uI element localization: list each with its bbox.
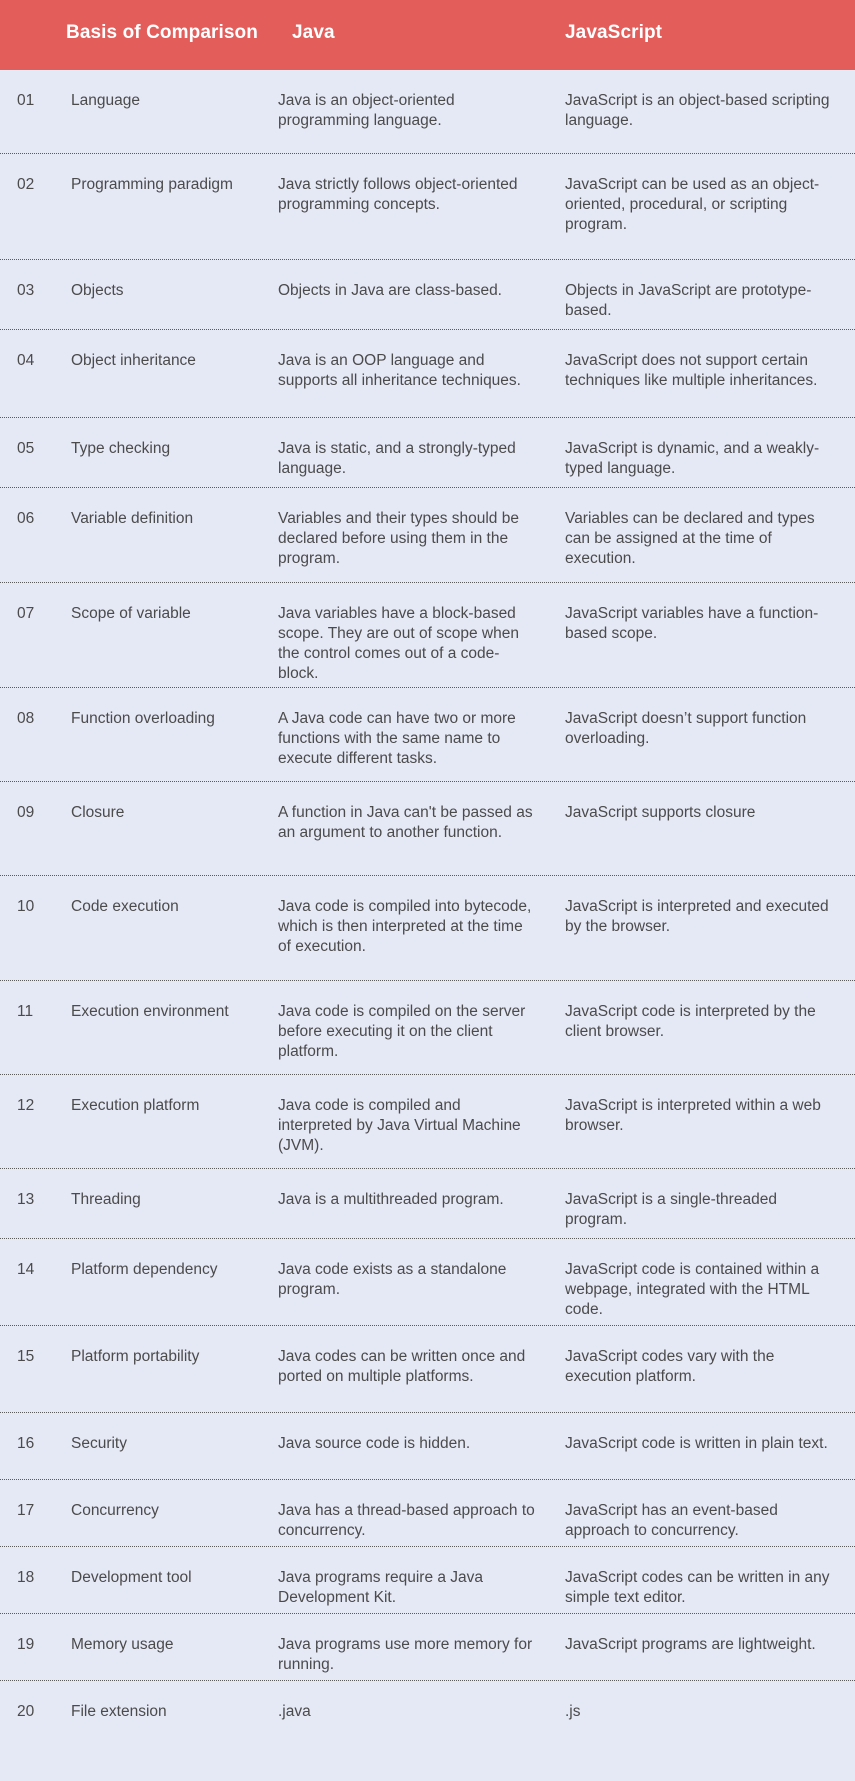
row-java: Java code is compiled into bytecode, which is then interpreted at the time of execution. xyxy=(278,898,532,955)
table-row xyxy=(0,782,855,876)
row-java: Java code is compiled and interpreted by Java Virtual Machine (JVM). xyxy=(278,1097,521,1154)
row-javascript: JavaScript code is written in plain text. xyxy=(565,1435,828,1452)
row-javascript: Objects in JavaScript are prototype-based. xyxy=(565,282,812,319)
row-basis: Function overloading xyxy=(71,710,215,727)
table-row xyxy=(0,583,855,688)
row-java: Java is an object-oriented programming language. xyxy=(278,92,455,129)
row-javascript: JavaScript code is contained within a webpage, integrated with the HTML code. xyxy=(565,1261,820,1318)
header-basis: Basis of Comparison xyxy=(66,22,258,43)
row-java: Variables and their types should be declared before using them in the program. xyxy=(278,510,519,567)
row-number: 04 xyxy=(17,352,35,369)
row-javascript: JavaScript is an object-based scripting language. xyxy=(565,92,830,129)
table-row xyxy=(0,1326,855,1413)
table-row xyxy=(0,260,855,330)
table-row xyxy=(0,1413,855,1480)
row-basis: Execution environment xyxy=(71,1003,229,1020)
row-javascript: JavaScript code is interpreted by the client browser. xyxy=(565,1003,816,1040)
table-row xyxy=(0,981,855,1075)
row-java: Java code is compiled on the server before executing it on the client platform. xyxy=(278,1003,526,1060)
row-basis: File extension xyxy=(71,1703,167,1720)
row-java: Java programs use more memory for running. xyxy=(278,1636,533,1673)
row-number: 20 xyxy=(17,1703,35,1720)
table-row xyxy=(0,154,855,260)
table-row xyxy=(0,418,855,488)
row-number: 19 xyxy=(17,1636,35,1653)
row-basis: Platform portability xyxy=(71,1348,200,1365)
row-javascript: JavaScript is interpreted and executed by the browser. xyxy=(565,898,829,935)
row-number: 07 xyxy=(17,605,35,622)
row-number: 18 xyxy=(17,1569,35,1586)
row-basis: Closure xyxy=(71,804,125,821)
table-row xyxy=(0,688,855,782)
row-basis: Language xyxy=(71,92,140,109)
row-number: 11 xyxy=(17,1003,34,1020)
row-javascript: JavaScript is dynamic, and a weakly-typed language. xyxy=(565,440,820,477)
row-number: 09 xyxy=(17,804,35,821)
row-java: Java codes can be written once and ported on multiple platforms. xyxy=(278,1348,526,1385)
row-basis: Platform dependency xyxy=(71,1261,218,1278)
row-javascript: JavaScript codes can be written in any simple text editor. xyxy=(565,1569,830,1606)
row-java: Java is static, and a strongly-typed language. xyxy=(278,440,516,477)
row-number: 16 xyxy=(17,1435,35,1452)
row-java: Java is a multithreaded program. xyxy=(278,1191,504,1208)
table-row xyxy=(0,1547,855,1614)
row-javascript: .js xyxy=(565,1703,581,1720)
row-basis: Development tool xyxy=(71,1569,192,1586)
row-basis: Programming paradigm xyxy=(71,176,233,193)
table-header xyxy=(0,0,855,70)
row-basis: Concurrency xyxy=(71,1502,159,1519)
row-basis: Objects xyxy=(71,282,124,299)
row-javascript: JavaScript does not support certain techniques like multiple inheritances. xyxy=(565,352,818,389)
row-java: Objects in Java are class-based. xyxy=(278,282,502,299)
row-basis: Type checking xyxy=(71,440,171,457)
row-java: Java source code is hidden. xyxy=(278,1435,471,1452)
row-java: Java code exists as a standalone program. xyxy=(278,1261,507,1298)
table-body xyxy=(0,70,855,1741)
header-java: Java xyxy=(292,22,335,43)
row-javascript: JavaScript doesn’t support function overloading. xyxy=(565,710,807,747)
header-javascript: JavaScript xyxy=(565,22,663,43)
row-javascript: JavaScript programs are lightweight. xyxy=(565,1636,816,1653)
row-number: 15 xyxy=(17,1348,35,1365)
row-basis: Memory usage xyxy=(71,1636,174,1653)
row-javascript: Variables can be declared and types can be assigned at the time of execution. xyxy=(565,510,815,567)
table-row xyxy=(0,1075,855,1169)
row-javascript: JavaScript variables have a function-based scope. xyxy=(565,605,819,642)
table-row xyxy=(0,876,855,981)
table-row xyxy=(0,1681,855,1741)
table-row xyxy=(0,1614,855,1681)
row-number: 14 xyxy=(17,1261,35,1278)
table-row xyxy=(0,1480,855,1547)
row-number: 06 xyxy=(17,510,35,527)
row-basis: Security xyxy=(71,1435,127,1452)
row-java: A Java code can have two or more functions with the same name to execute different tasks. xyxy=(278,710,516,767)
row-javascript: JavaScript supports closure xyxy=(565,804,756,821)
row-number: 12 xyxy=(17,1097,35,1114)
row-java: Java strictly follows object-oriented programming concepts. xyxy=(278,176,518,213)
row-java: Java has a thread-based approach to concurrency. xyxy=(278,1502,535,1539)
row-javascript: JavaScript is a single-threaded program. xyxy=(565,1191,777,1228)
table-row xyxy=(0,1169,855,1239)
row-basis: Threading xyxy=(71,1191,141,1208)
row-java: Java programs require a Java Development Kit. xyxy=(278,1569,484,1606)
row-basis: Code execution xyxy=(71,898,179,915)
row-number: 10 xyxy=(17,898,35,915)
row-number: 03 xyxy=(17,282,35,299)
row-number: 08 xyxy=(17,710,35,727)
row-number: 13 xyxy=(17,1191,35,1208)
row-basis: Scope of variable xyxy=(71,605,191,622)
row-basis: Execution platform xyxy=(71,1097,200,1114)
row-javascript: JavaScript can be used as an object-oriented, procedural, or scripting program. xyxy=(565,176,820,233)
row-number: 17 xyxy=(17,1502,35,1519)
row-basis: Object inheritance xyxy=(71,352,196,369)
row-java: .java xyxy=(278,1703,311,1720)
row-javascript: JavaScript codes vary with the execution platform. xyxy=(565,1348,775,1385)
row-number: 01 xyxy=(17,92,35,109)
table-row xyxy=(0,330,855,418)
row-java: A function in Java can't be passed as an argument to another function. xyxy=(278,804,533,841)
row-javascript: JavaScript is interpreted within a web browser. xyxy=(565,1097,821,1134)
row-java: Java is an OOP language and supports all inheritance techniques. xyxy=(278,352,521,389)
row-javascript: JavaScript has an event-based approach to concurrency. xyxy=(565,1502,778,1539)
row-basis: Variable definition xyxy=(71,510,194,527)
row-number: 02 xyxy=(17,176,35,193)
table-row xyxy=(0,1239,855,1326)
row-number: 05 xyxy=(17,440,35,457)
row-java: Java variables have a block-based scope. They are out of scope when the control comes out of a code-block. xyxy=(278,605,519,682)
table-row xyxy=(0,488,855,583)
table-row xyxy=(0,70,855,154)
